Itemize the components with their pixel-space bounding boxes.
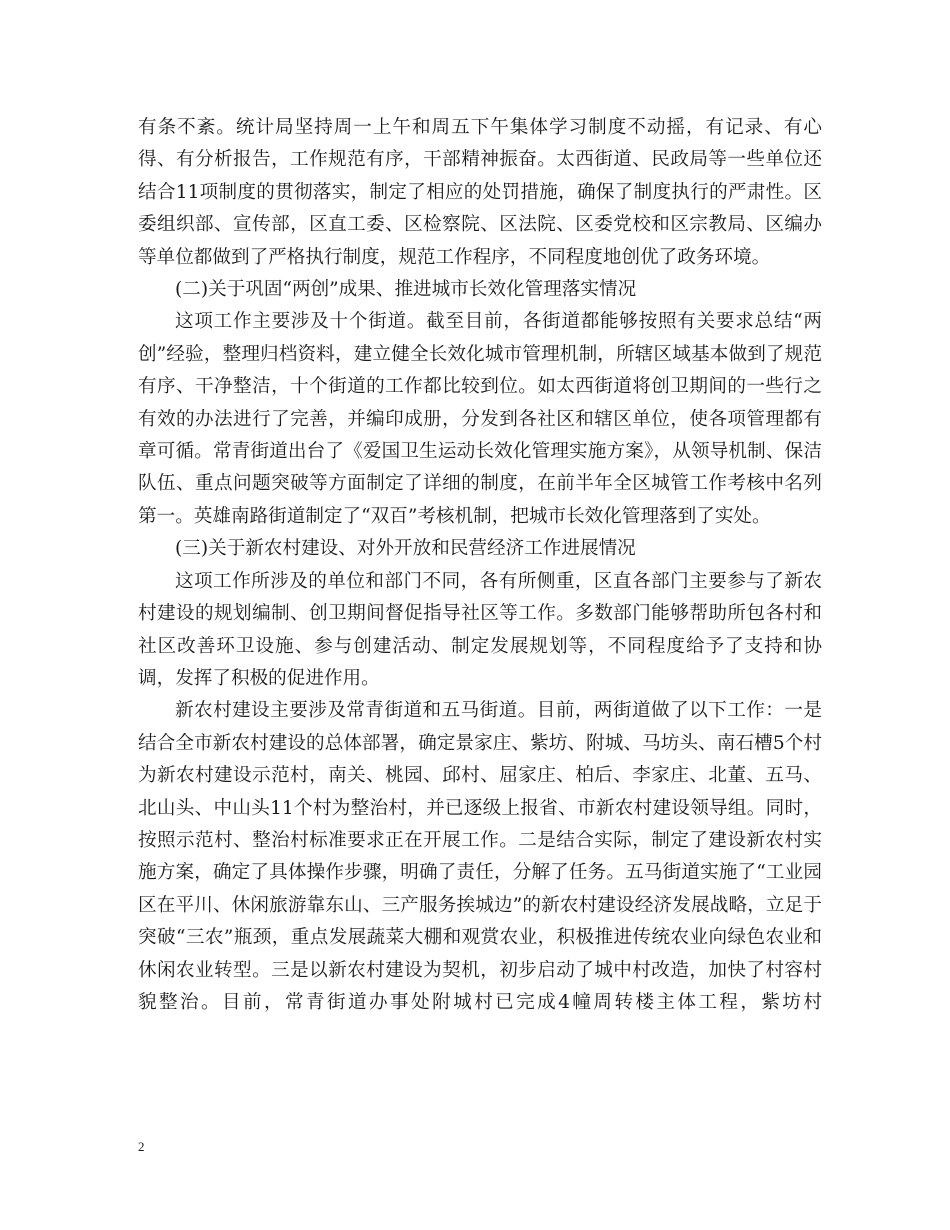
paragraph-urban-management: 这项工作主要涉及十个街道。截至目前，各街道都能够按照有关要求总结“两创”经验，整理归档资料，建立健全长效化城市管理机制，所辖区域基本做到了规范有序、干净整洁，十个街道的工作都比较到位。如太西街道将创卫期间的一些行之有效的办法进行了完善，并编印成册，分发到各社区和辖区单位，使各项管理都有章可循。常青街道出台了《爱国卫生运动长效化管理实施方案》，从领导机制、保洁队伍、重点问题突破等方面制定了详细的制度，在前半年全区城管工作考核中名列第一。英雄南路街道制定了“双百”考核机制，把城市长效化管理落到了实处。 — [138, 311, 822, 527]
page-number: 2 — [138, 1139, 145, 1154]
paragraph-departments: 这项工作所涉及的单位和部门不同，各有所侧重，区直各部门主要参与了新农村建设的规划编制、创卫期间督促指导社区等工作。多数部门能够帮助所包各村和社区改善环卫设施、参与创建活动、制定发展规划等，不同程度给予了支持和协调，发挥了积极的促进作用。 — [138, 570, 822, 689]
section-heading-three: (三)关于新农村建设、对外开放和民营经济工作进展情况 — [175, 538, 636, 560]
document-body — [138, 112, 822, 1019]
section-heading-two: (二)关于巩固“两创”成果、推进城市长效化管理落实情况 — [175, 279, 637, 301]
paragraph-statistics-bureau: 有条不紊。统计局坚持周一上午和周五下午集体学习制度不动摇，有记录、有心得、有分析报告，工作规范有序，干部精神振奋。太西街道、民政局等一些单位还结合11项制度的贯彻落实，制定了相应的处罚措施，确保了制度执行的严肃性。区委组织部、宣传部，区直工委、区检察院、区法院、区委党校和区宗教局、区编办等单位都做到了严格执行制度，规范工作程序，不同程度地创优了政务环境。 — [138, 117, 822, 268]
paragraph-new-countryside: 新农村建设主要涉及常青街道和五马街道。目前，两街道做了以下工作：一是结合全市新农村建设的总体部署，确定景家庄、紫坊、附城、马坊头、南石槽5个村为新农村建设示范村，南关、桃园、邱村、屈家庄、柏后、李家庄、北董、五马、北山头、中山头11个村为整治村，并已逐级上报省、市新农村建设领导组。同时，按照示范村、整治村标准要求正在开展工作。二是结合实际，制定了建设新农村实施方案，确定了具体操作步骤，明确了责任，分解了任务。五马街道实施了“工业园区在平川、休闲旅游靠东山、三产服务挨城边”的新农村建设经济发展战略，立足于突破“三农”瓶颈，重点发展蔬菜大棚和观赏农业，积极推进传统农业向绿色农业和休闲农业转型。三是以新农村建设为契机，初步启动了城中村改造，加快了村容村貌整治。目前，常青街道办事处附城村已完成4幢周转楼主体工程，紫坊村 — [138, 700, 822, 1013]
